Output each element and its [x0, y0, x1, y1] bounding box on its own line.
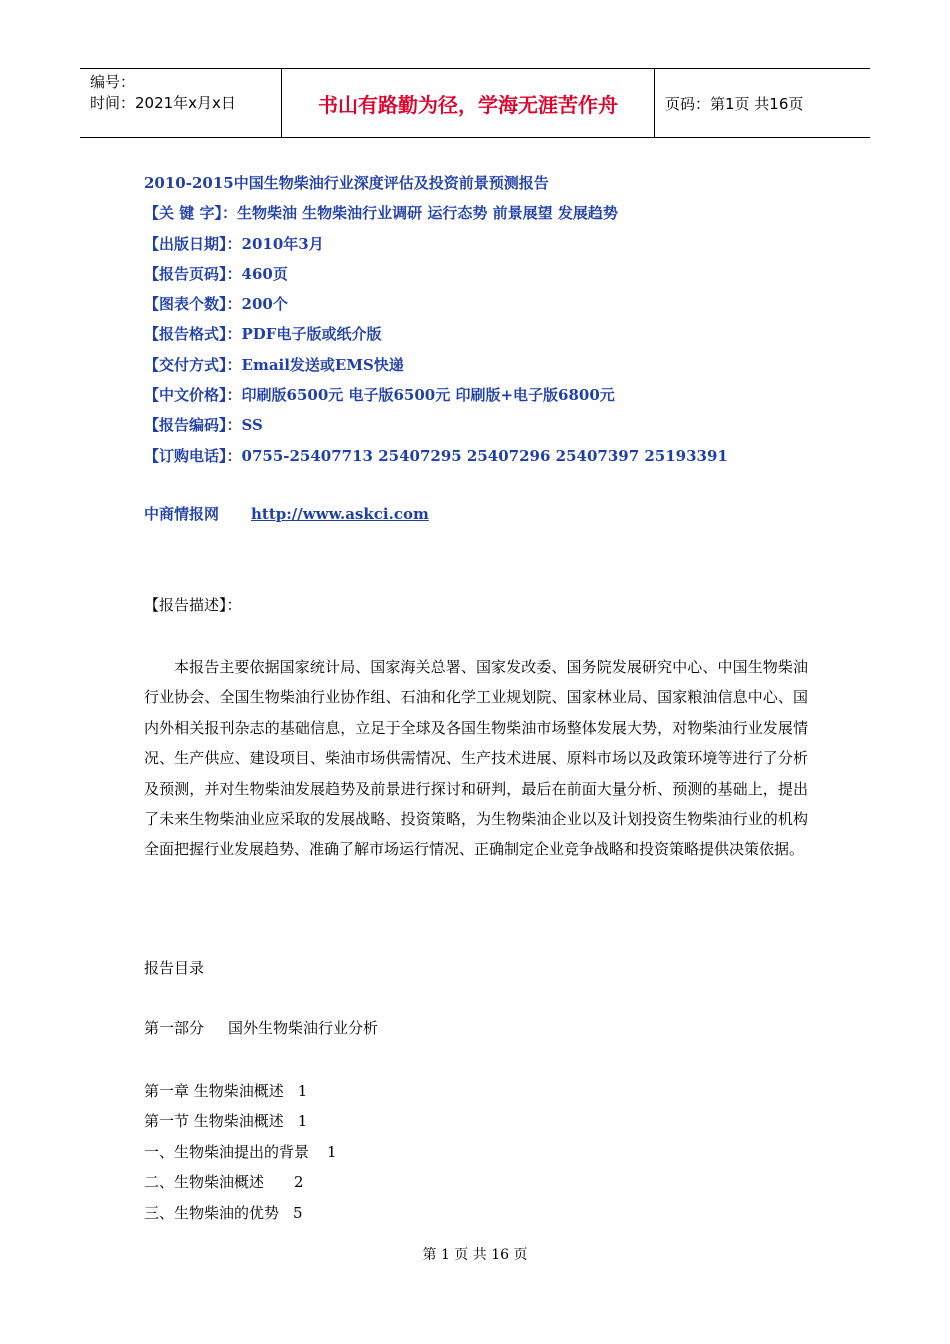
meta-value: 0755-25407713 25407295 25407296 25407397 25193391: [241, 446, 728, 465]
meta-row-price: [144, 380, 728, 410]
meta-value: 生物柴油 生物柴油行业调研 运行态势 前景展望 发展趋势: [236, 204, 618, 223]
site-line: [144, 501, 429, 527]
toc-entry-page: 5: [293, 1203, 303, 1222]
meta-key: 【关 键 字】：: [144, 204, 237, 223]
meta-value: 200个: [241, 295, 288, 314]
toc-heading: 报告目录: [144, 959, 205, 977]
header-meta-cell: [80, 69, 282, 137]
report-meta: [144, 168, 728, 471]
meta-value: SS: [241, 416, 263, 435]
meta-row-publish-date: [144, 229, 728, 259]
toc-entry-label: 三、生物柴油的优势: [144, 1203, 280, 1222]
toc-part-label: 第一部分: [144, 1019, 205, 1037]
meta-value: 2010年3月: [241, 234, 324, 253]
page-header: [80, 68, 870, 138]
header-page-info: 页码：第1页 共16页: [665, 94, 804, 113]
toc-part-title: 国外生物柴油行业分析: [228, 1019, 379, 1037]
toc-list: [144, 1076, 337, 1228]
toc-entry: [144, 1137, 337, 1167]
meta-key: 【报告格式】：: [144, 325, 242, 344]
meta-key: 【中文价格】：: [144, 386, 242, 405]
header-number-label: 编号：: [90, 73, 136, 91]
meta-value: 印刷版6500元 电子版6500元 印刷版+电子版6800元: [241, 386, 615, 405]
site-name: 中商情报网: [144, 505, 220, 523]
meta-value: 460页: [241, 264, 288, 283]
toc-entry-label: 一、生物柴油提出的背景: [144, 1142, 310, 1161]
meta-key: 【报告页码】：: [144, 264, 242, 283]
toc-entry-page: 1: [297, 1112, 308, 1131]
meta-key: 【报告编码】：: [144, 416, 242, 435]
meta-row-format: [144, 319, 728, 349]
page-footer: 第 1 页 共 16 页: [422, 1247, 528, 1263]
toc-part: [144, 1015, 378, 1041]
toc-entry: [144, 1198, 337, 1228]
toc-entry-page: 1: [297, 1082, 308, 1100]
toc-entry-label: 第一章 生物柴油概述: [144, 1082, 284, 1100]
header-motto: 书山有路勤为径，学海无涯苦作舟: [282, 69, 655, 137]
toc-entry-page: 1: [327, 1142, 337, 1161]
site-url-link[interactable]: http://www.askci.com: [251, 505, 429, 523]
meta-key: 【交付方式】：: [144, 355, 242, 374]
toc-entry-label: 二、生物柴油概述: [144, 1173, 265, 1192]
meta-row-charts: [144, 289, 728, 319]
toc-entry: [144, 1167, 337, 1197]
toc-entry: [144, 1106, 337, 1136]
meta-key: 【订购电话】：: [144, 446, 242, 465]
meta-key: 【出版日期】：: [144, 234, 242, 253]
description-paragraph: 本报告主要依据国家统计局、国家海关总署、国家发改委、国务院发展研究中心、中国生物柴油行业协会、全国生物柴油行业协作组、石油和化学工业规划院、国家林业局、国家粮油信息中心、国内外相关报刊杂志的基础信息，立足于全球及各国生物柴油市场整体发展大势，对物柴油行业发展情况、生产供应、建设项目、柴油市场供需情况、生产技术进展、原料市场以及政策环境等进行了分析及预测，并对生物柴油发展趋势及前景进行探讨和研判，最后在前面大量分析、预测的基础上，提出了未来生物柴油业应采取的发展战略、投资策略，为生物柴油企业以及计划投资生物柴油行业的机构全面把握行业发展趋势、准确了解市场运行情况、正确制定企业竞争战略和投资策略提供决策依据。: [144, 658, 808, 859]
meta-row-keywords: [144, 198, 728, 228]
meta-row-delivery: [144, 350, 728, 380]
header-time: 时间：2021年x月x日: [90, 94, 236, 112]
report-title: 2010-2015中国生物柴油行业深度评估及投资前景预测报告: [144, 174, 549, 192]
meta-value: Email发送或EMS快递: [241, 355, 404, 374]
toc-entry-label: 第一节 生物柴油概述: [144, 1112, 284, 1131]
meta-value: PDF电子版或纸介版: [241, 325, 382, 344]
meta-row-phone: [144, 441, 728, 471]
meta-key: 【图表个数】：: [144, 295, 242, 314]
description-heading: 【报告描述】：: [144, 596, 242, 614]
toc-entry: [144, 1076, 337, 1106]
meta-row-code: [144, 410, 728, 440]
meta-row-pages: [144, 259, 728, 289]
toc-entry-page: 2: [294, 1173, 304, 1192]
